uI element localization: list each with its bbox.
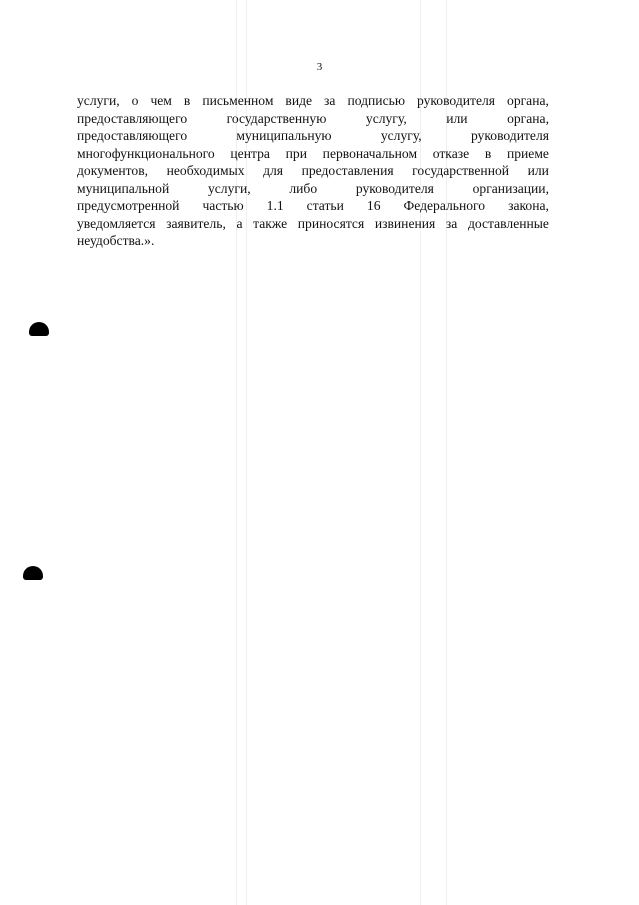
word: статьи (306, 198, 344, 213)
word: услуги, (207, 180, 251, 196)
text-line (77, 215, 549, 233)
word: уведомляется (77, 215, 156, 231)
word: 1.1 (266, 198, 284, 213)
word: услугу, (365, 110, 407, 126)
text-line (77, 92, 549, 110)
word: документов, (77, 163, 149, 178)
text-line (77, 232, 549, 250)
word: услуги, (77, 93, 120, 108)
word: приносятся (297, 215, 365, 231)
text-line (77, 197, 549, 215)
word: за (445, 215, 458, 231)
word: органа, (507, 93, 549, 108)
word: закона, (508, 198, 549, 213)
word: доставленные (467, 215, 549, 231)
word: предусмотренной (77, 198, 180, 213)
word: руководителя (355, 180, 434, 196)
text-line (77, 180, 549, 198)
word: частью (202, 198, 244, 213)
word: государственную (226, 110, 327, 126)
word: необходимых (166, 163, 245, 178)
word: приеме (506, 145, 549, 161)
word: руководителя (416, 93, 496, 108)
word: извинения (374, 215, 436, 231)
word: письменном (202, 93, 274, 108)
word: или (446, 110, 468, 126)
word: муниципальную (236, 128, 332, 143)
punch-hole-mark (23, 566, 43, 580)
word: предоставляющего (77, 128, 188, 143)
word: услугу, (380, 128, 422, 143)
page-number: 3 (316, 61, 323, 73)
text-line (77, 127, 549, 145)
word: предоставления (301, 163, 394, 178)
word: заявитель, (166, 215, 226, 231)
word: чем (150, 93, 172, 108)
word: первоначальном (322, 145, 418, 161)
word: для (263, 163, 284, 178)
word: отказе (432, 145, 470, 161)
word: о (131, 93, 139, 108)
word: центра (230, 145, 270, 161)
punch-hole-mark (29, 322, 49, 336)
word: в (484, 145, 492, 161)
word: при (285, 145, 307, 161)
text-line (77, 110, 549, 128)
word: предоставляющего (77, 110, 188, 126)
word: также (253, 215, 288, 231)
word: или (527, 163, 549, 178)
word: неудобства.». (77, 233, 155, 248)
word: организации, (472, 180, 549, 196)
word: а (236, 215, 243, 231)
text-line (77, 145, 549, 163)
word: подписью (347, 93, 405, 108)
word: виде (285, 93, 313, 108)
word: государственной (412, 163, 510, 178)
word: в (183, 93, 191, 108)
text-line (77, 162, 549, 180)
word: муниципальной (77, 180, 170, 196)
word: либо (289, 180, 318, 196)
paragraph (77, 92, 549, 250)
word: за (324, 93, 336, 108)
word: органа, (507, 110, 549, 126)
word: Федерального (403, 198, 486, 213)
word: 16 (366, 198, 381, 213)
word: многофункционального (77, 145, 215, 161)
word: руководителя (470, 128, 549, 143)
